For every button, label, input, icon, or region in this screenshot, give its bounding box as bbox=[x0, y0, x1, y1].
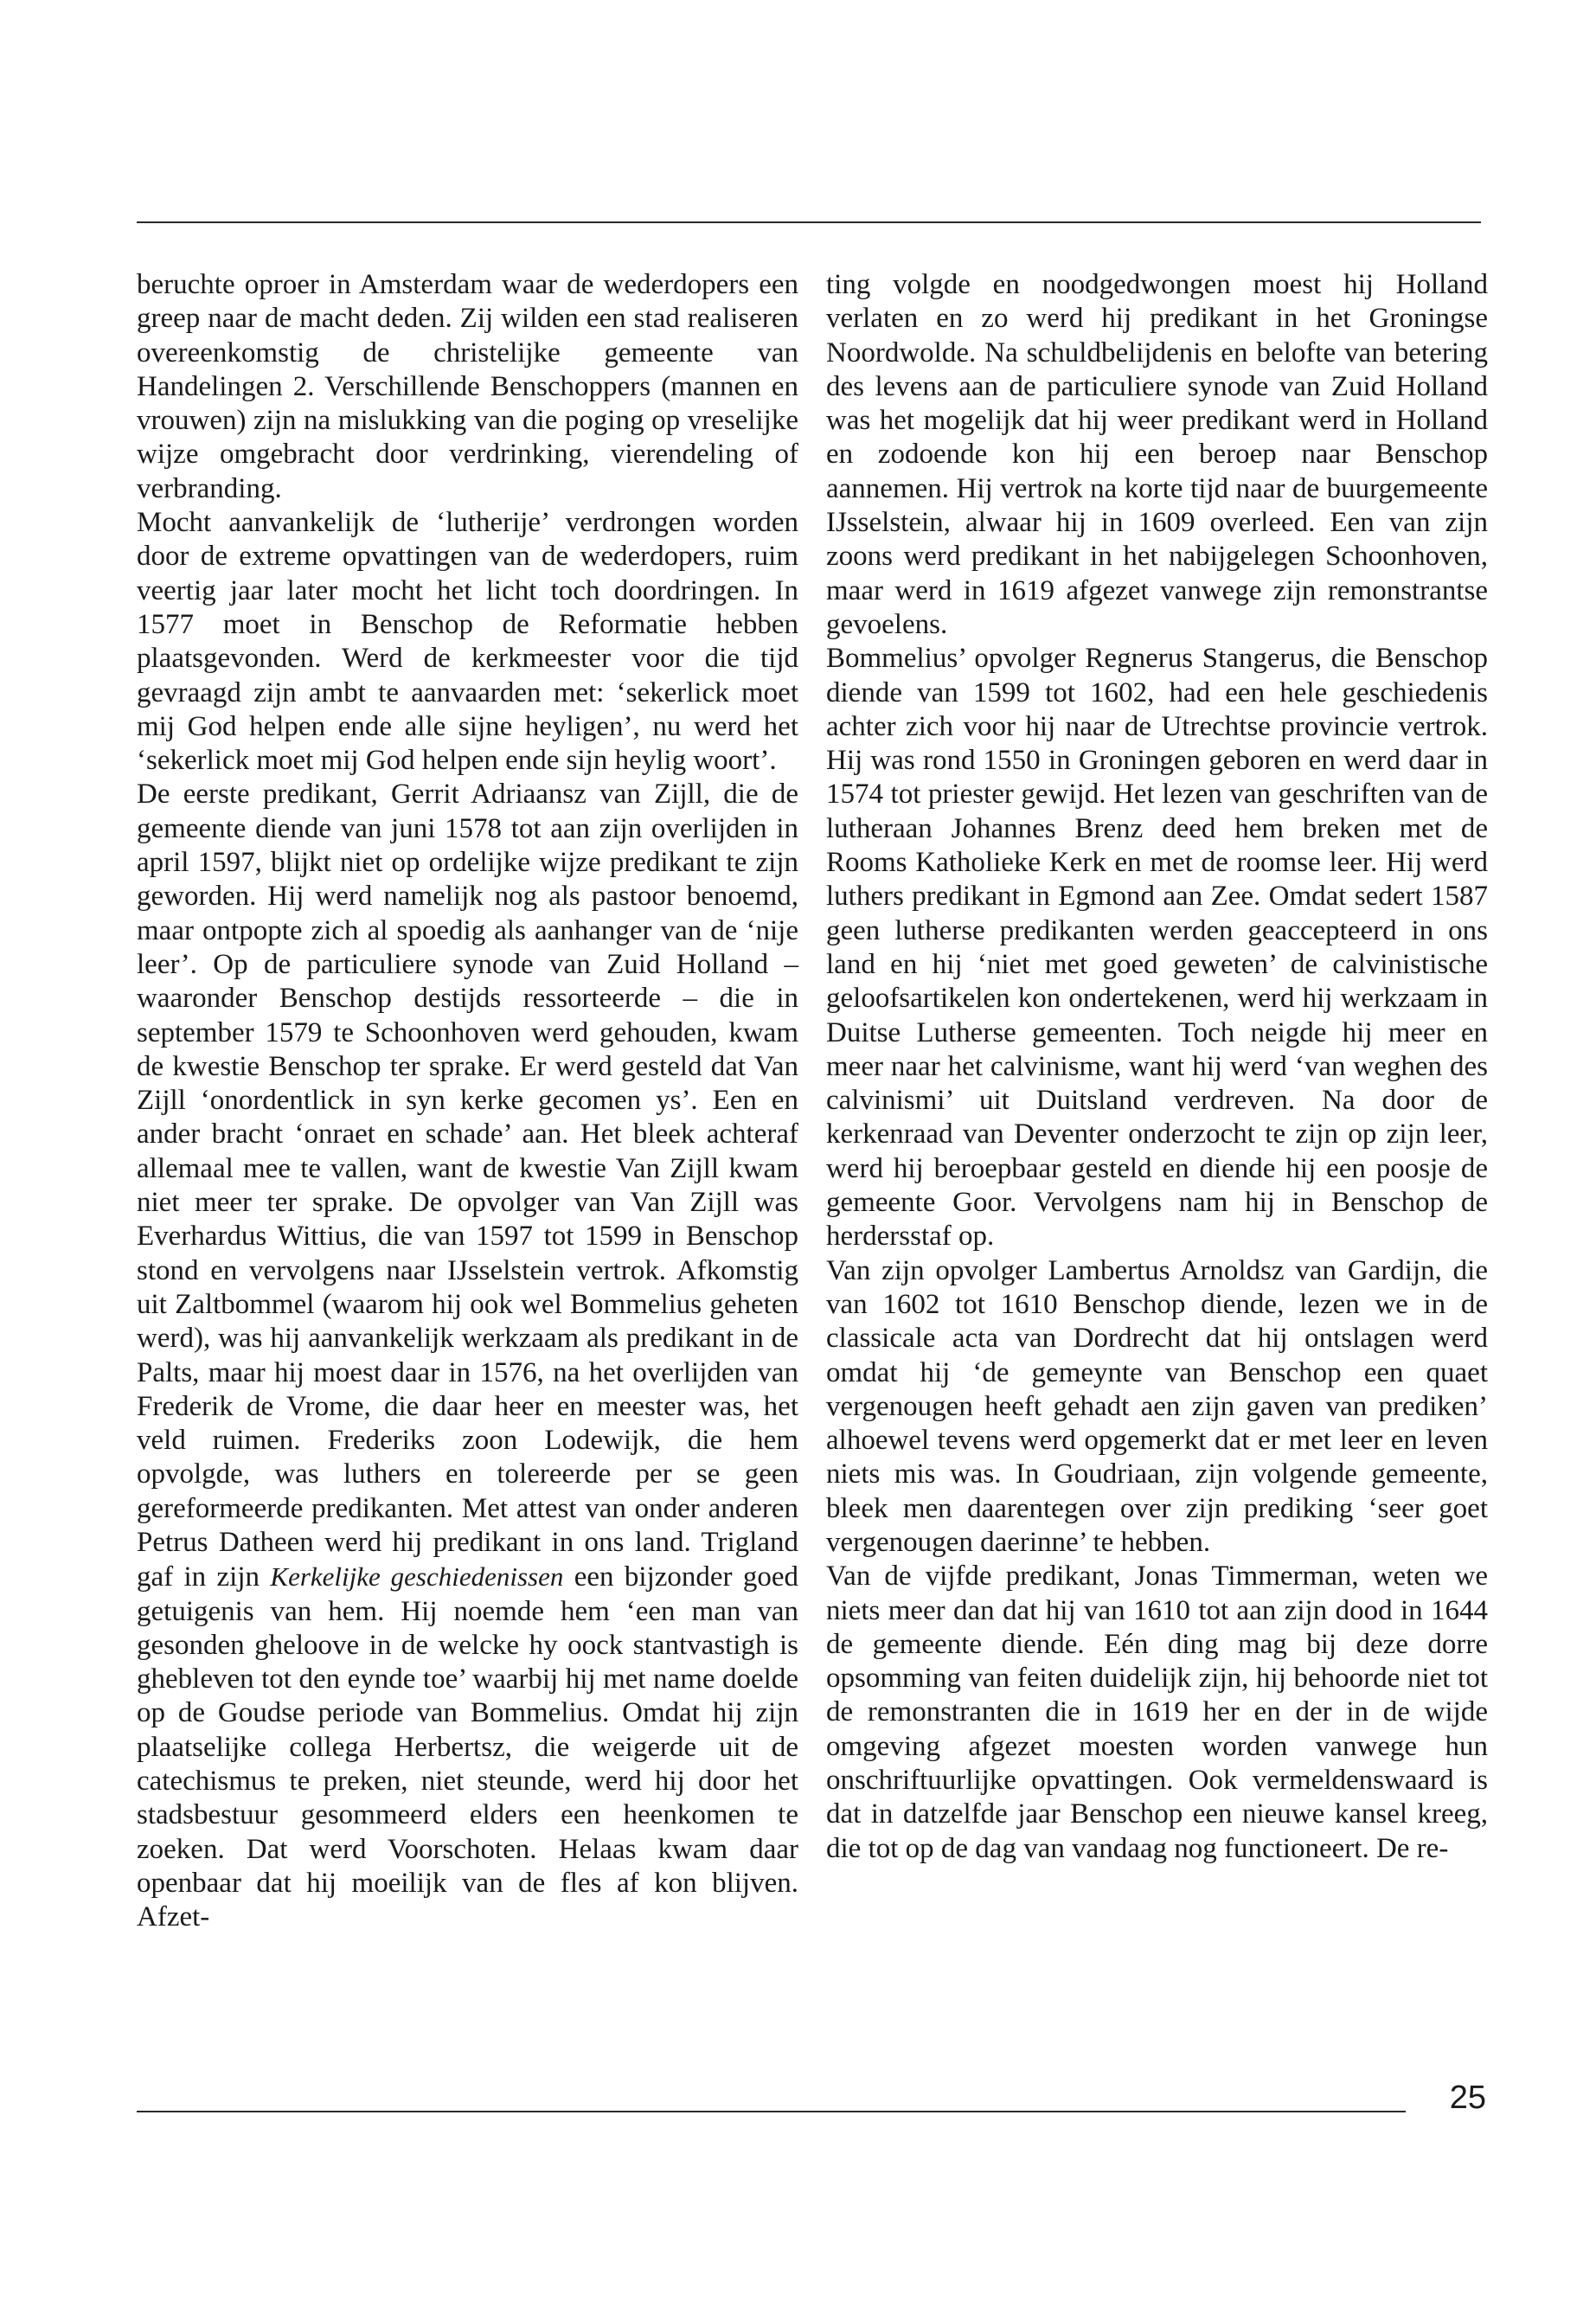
page-number: 25 bbox=[1449, 2080, 1486, 2116]
top-rule bbox=[137, 221, 1481, 223]
paragraph: ting volgde en noodgedwongen moest hij Holland verlaten en zo werd hij predikant in het Groningse Noordwolde. Na schuldbelijdenis en belofte van betering des levens aan de particuliere synode van Zuid Holland was het mogelijk dat hij weer predikant werd in Holland en zodoende kon hij een beroep naar Benschop aannemen. Hij vertrok na korte tijd naar de buurgemeente IJsselstein, alwaar hij in 1609 overleed. Een van zijn zoons werd predikant in het nabijgelegen Schoonhoven, maar werd in 1619 afgezet vanwege zijn remonstrantse gevoelens. bbox=[826, 269, 1488, 640]
paragraph: Bommelius’ opvolger Regnerus Stangerus, die Benschop diende van 1599 tot 1602, had een hele geschiedenis achter zich voor hij naar de Utrechtse provincie vertrok. Hij was rond 1550 in Groningen geboren en werd daar in 1574 tot priester gewijd. Het lezen van geschriften van de lutheraan Johannes Brenz deed hem breken met de Rooms Katholieke Kerk en met de roomse leer. Hij werd luthers predikant in Egmond aan Zee. Omdat sedert 1587 geen lutherse predikanten werden geaccepteerd in ons land en hij ‘niet met goed geweten’ de calvinistische geloofsartikelen kon ondertekenen, werd hij werkzaam in Duitse Lutherse gemeenten. Toch neigde hij meer en meer naar het calvinisme, want hij werd ‘van weghen des calvinismi’ uit Duitsland verdreven. Na door de kerkenraad van Deventer onderzocht te zijn op zijn leer, werd hij beroepbaar gesteld en diende hij een poosje de gemeente Goor. Vervolgens nam hij in Benschop de herdersstaf op. bbox=[826, 643, 1488, 1253]
paragraph bbox=[137, 778, 798, 1934]
paragraph-text: De eerste predikant, Gerrit Adriaansz van Zijll, die de gemeente diende van juni 1578 tot aan zijn overlijden in april 1597, blijkt niet op ordelijke wijze predikant te zijn geworden. Hij werd namelijk nog als pastoor benoemd, maar ontpopte zich al spoedig als aanhanger van de ‘nije leer’. Op de particuliere synode van Zuid Holland –waaronder Benschop destijds ressorteerde – die in september 1579 te Schoonhoven werd gehouden, kwam de kwestie Benschop ter sprake. Er werd gesteld dat Van Zijll ‘onordentlick in syn kerke gecomen ys’. Een en ander bracht ‘onraet en schade’ aan. Het bleek achteraf allemaal mee te vallen, want de kwestie Van Zijll kwam niet meer ter sprake. De opvolger van Van Zijll was Everhardus Wittius, die van 1597 tot 1599 in Benschop stond en vervolgens naar IJsselstein vertrok. Afkomstig uit Zaltbommel (waarom hij ook wel Bommelius geheten werd), was hij aanvankelijk werkzaam als predikant in de Palts, maar hij moest daar in 1576, na het overlijden van Frederik de Vrome, die daar heer en meester was, het veld ruimen. Frederiks zoon Lodewijk, die hem opvolgde, was luthers en tolereerde per se geen gereformeerde predikanten. Met attest van onder anderen Petrus Datheen werd hij predikant in ons land. Trigland gaf in zijn bbox=[137, 779, 798, 1593]
bottom-rule bbox=[137, 2111, 1406, 2112]
paragraph: beruchte oproer in Amsterdam waar de wederdopers een greep naar de macht deden. Zij wilden een stad realiseren overeenkomstig de christelijke gemeente van Handelingen 2. Verschillende Benschoppers (mannen en vrouwen) zijn na mislukking van die poging op vreselijke wijze omgebracht door verdrinking, vierendeling of verbranding. bbox=[137, 269, 798, 504]
book-title: Kerkelijke geschiedenissen bbox=[270, 1561, 564, 1593]
right-column bbox=[826, 268, 1488, 1866]
paragraph: Mocht aanvankelijk de ‘lutherije’ verdrongen worden door de extreme opvattingen van de wederdopers, ruim veertig jaar later mocht het licht toch doordringen. In 1577 moet in Benschop de Reformatie hebben plaatsgevonden. Werd de kerkmeester voor die tijd gevraagd zijn ambt te aanvaarden met: ‘sekerlick moet mij God helpen ende alle sijne heyligen’, nu werd het ‘sekerlick moet mij God helpen ende sijn heylig woort’. bbox=[137, 507, 798, 777]
paragraph-text: een bijzonder goed getuigenis van hem. Hij noemde hem ‘een man van gesonden gheloove in de welcke hy oock stantvastigh is ghebleven tot den eynde toe’ waarbij hij met name doelde op de Goudse periode van Bommelius. Omdat hij zijn plaatselijke collega Herbertsz, die weigerde uit de catechismus te preken, niet steunde, werd hij door het stadsbestuur gesommeerd elders een heenkomen te zoeken. Dat werd Voorschoten. Helaas kwam daar openbaar dat hij moeilijk van de fles af kon blijven. Afzet- bbox=[137, 1561, 799, 1933]
paragraph: Van de vijfde predikant, Jonas Timmerman, weten we niets meer dan dat hij van 1610 tot aan zijn dood in 1644 de gemeente diende. Eén ding mag bij deze dorre opsomming van feiten duidelijk zijn, hij behoorde niet tot de remonstranten die in 1619 her en der in de wijde omgeving afgezet moesten worden vanwege hun onschriftuurlijke opvattingen. Ook vermeldenswaard is dat in datzelfde jaar Benschop een nieuwe kansel kreeg, die tot op de dag van vandaag nog functioneert. De re- bbox=[826, 1561, 1488, 1864]
left-column bbox=[137, 268, 798, 1935]
paragraph: Van zijn opvolger Lambertus Arnoldsz van Gardijn, die van 1602 tot 1610 Benschop diende, lezen we in de classicale acta van Dordrecht dat hij ontslagen werd omdat hij ‘de gemeynte van Benschop een quaet vergenougen heeft gehadt aen zijn gaven van prediken’ alhoewel tevens werd opgemerkt dat er met leer en leven niets mis was. In Goudriaan, zijn volgende gemeente, bleek men daarentegen over zijn prediking ‘seer goet vergenougen daerinne’ te hebben. bbox=[826, 1254, 1488, 1558]
